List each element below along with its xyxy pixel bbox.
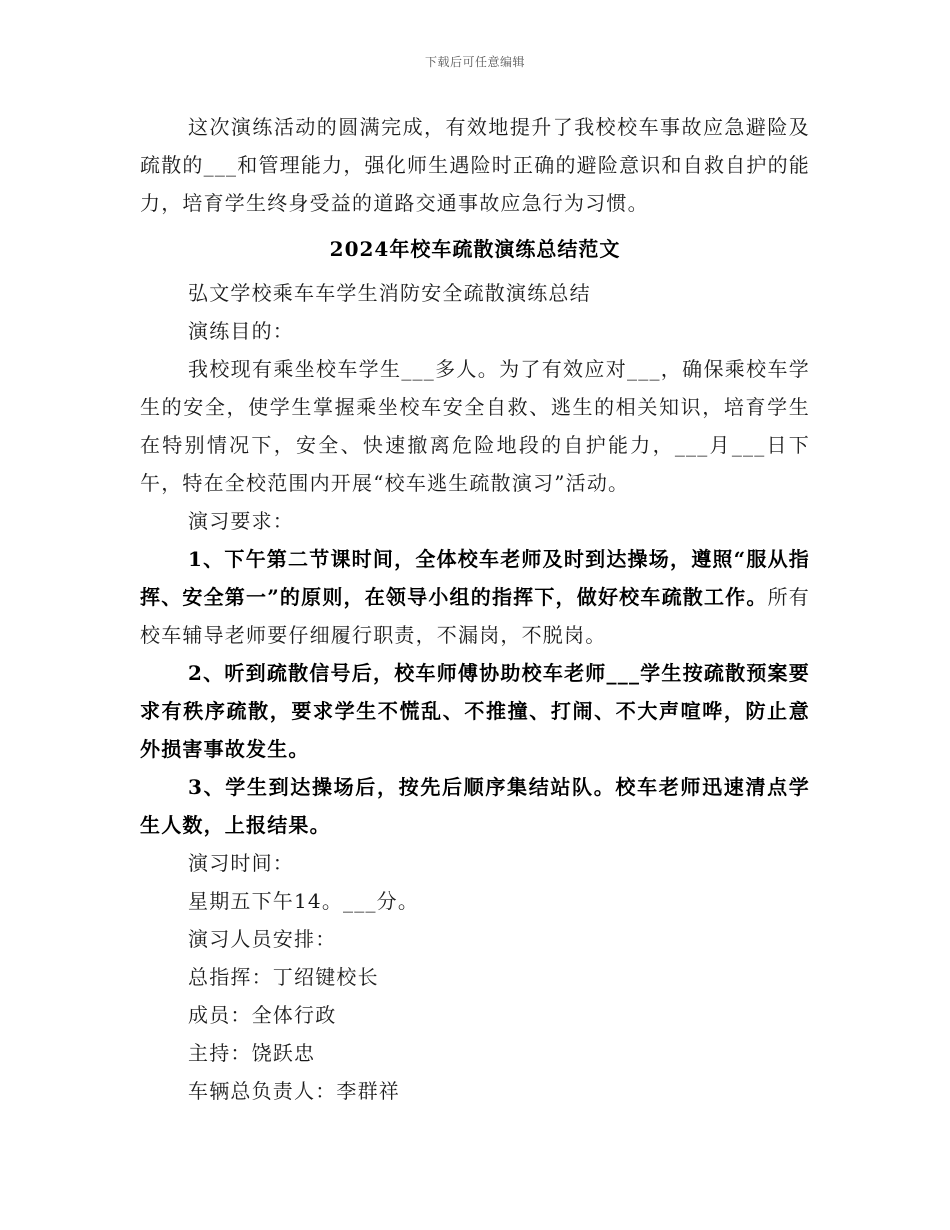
purpose-label: 演练目的： (188, 319, 294, 343)
time-label: 演习时间： (188, 851, 294, 875)
section-subtitle: 弘文学校乘车车学生消防安全疏散演练总结 (188, 281, 591, 305)
closing-paragraph: 这次演练活动的圆满完成，有效地提升了我校校车事故应急避险及疏散的___和管理能力，强化师生遇险时正确的避险意识和自救自护的能力，培育学生终身受益的道路交通事故应急行为习惯。 (140, 115, 810, 215)
staff-host: 主持：饶跃忠 (188, 1041, 316, 1065)
document-body (140, 108, 810, 1110)
purpose-paragraph: 我校现有乘坐校车学生___多人。为了有效应对___，确保乘校车学生的安全，使学生掌握乘坐校车安全自救、逃生的相关知识，培育学生在特别情况下，安全、快速撤离危险地段的自护能力，___月___日下午，特在全校范围内开展“校车逃生疏散演习”活动。 (140, 357, 810, 495)
requirement-2: 2、听到疏散信号后，校车师傅协助校车老师___学生按疏散预案要求有秩序疏散，要求学生不慌乱、不推撞、打闹、不大声喧哗，防止意外损害事故发生。 (140, 661, 810, 761)
time-text: 星期五下午14。___分。 (188, 889, 420, 913)
staff-vehicle-lead: 车辆总负责人：李群祥 (188, 1079, 400, 1103)
header-note: 下载后可任意编辑 (424, 55, 525, 69)
document-title: 2024年校车疏散演练总结范文 (329, 237, 621, 261)
requirement-1 (140, 540, 810, 654)
staff-commander: 总指挥：丁绍键校长 (188, 965, 379, 989)
requirement-1-normal: 所有校车辅导老师要仔细履行职责，不漏岗，不脱岗。 (140, 585, 810, 647)
staff-label: 演习人员安排： (188, 927, 337, 951)
staff-members: 成员：全体行政 (188, 1003, 337, 1027)
requirement-1-bold: 1、下午第二节课时间，全体校车老师及时到达操场，遵照“服从指挥、安全第一”的原则，在领导小组的指挥下，做好校车疏散工作。 (140, 547, 810, 609)
requirements-label: 演习要求： (188, 509, 294, 533)
requirement-3: 3、学生到达操场后，按先后顺序集结站队。校车老师迅速清点学生人数，上报结果。 (140, 775, 810, 837)
